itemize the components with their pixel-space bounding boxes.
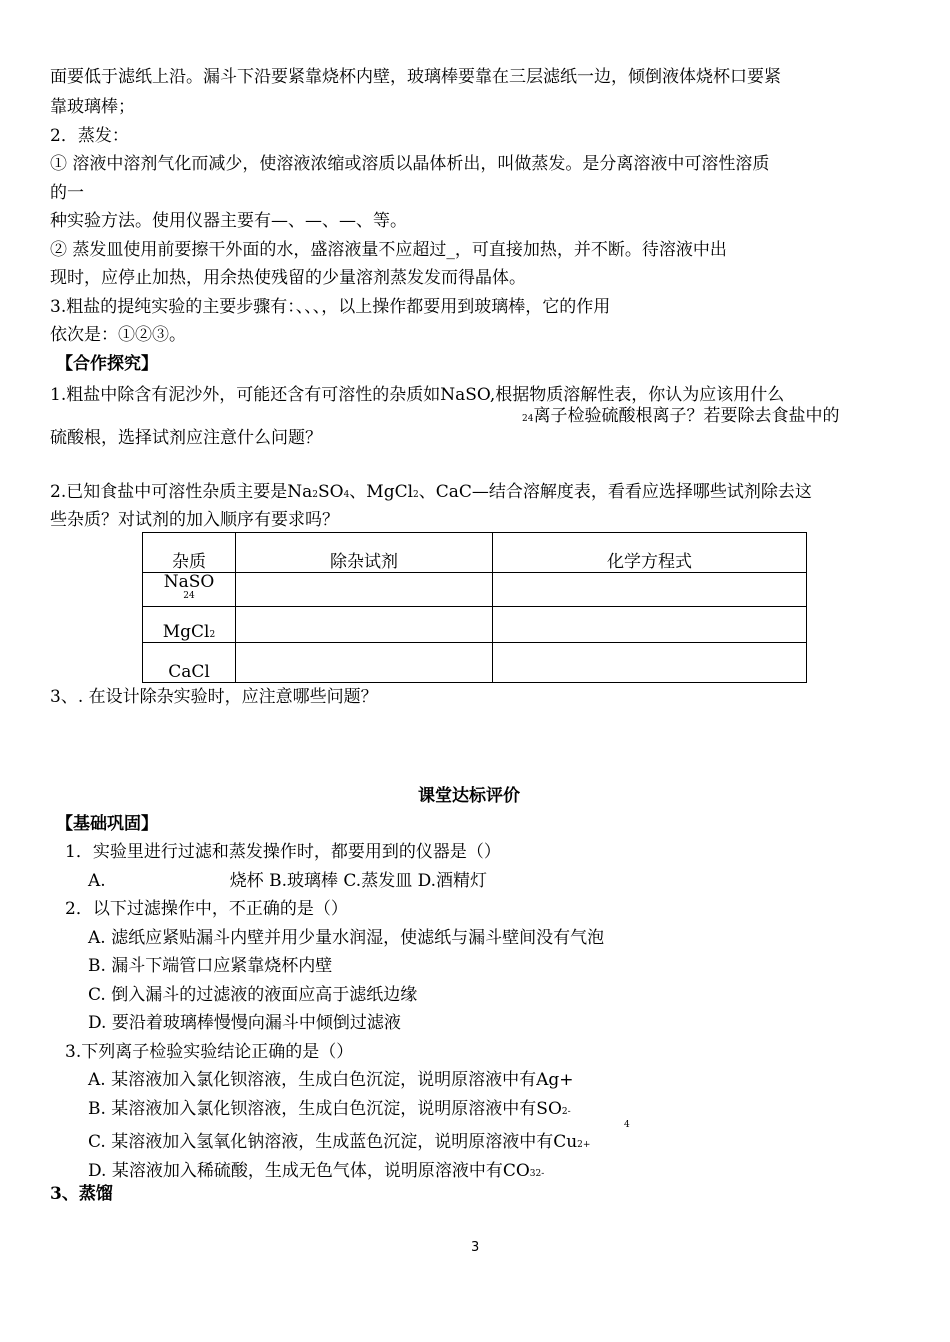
evaluation-title: 课堂达标评价 <box>418 786 520 806</box>
inquiry-q1-line3: 硫酸根，选择试剂应注意什么问题？ <box>50 428 322 448</box>
q2-option-d: D. 要沿着玻璃棒慢慢向漏斗中倾倒过滤液 <box>88 1013 401 1033</box>
evaporation-text-line5: 现时，应停止加热，用余热使残留的少量溶剂蒸发发而得晶体。 <box>50 268 526 288</box>
table-row-impurity-cell <box>143 643 236 683</box>
q3-option-b-text: B. 某溶液加入氯化钡溶液，生成白色沉淀，说明原溶液中有SO <box>88 1099 562 1119</box>
evaporation-text-line1: ① 溶液中溶剂气化而减少，使溶液浓缩或溶质以晶体析出，叫做蒸发。是分离溶液中可溶性溶质 <box>50 154 770 174</box>
inquiry-q1-line2-text: 离子检验硫酸根离子？若要除去食盐中的 <box>533 406 840 426</box>
inquiry-q1-line2 <box>522 405 839 430</box>
q2-text-c: 、MgCl <box>349 482 414 502</box>
impurity-subscript: 2 <box>209 630 216 640</box>
q2-sub-3: 2 <box>413 490 419 500</box>
exercise-q3: 3.下列离子检验实验结论正确的是（） <box>65 1042 354 1062</box>
inquiry-q2-line1 <box>50 481 812 506</box>
filter-text-line2: 靠玻璃棒； <box>50 97 135 117</box>
impurity-removal-table <box>142 532 807 683</box>
evaporation-heading: 2．蒸发： <box>50 126 129 146</box>
inquiry-q1-subscript: 24 <box>522 414 534 424</box>
exercise-q1: 1．实验里进行过滤和蒸发操作时，都要用到的仪器是（） <box>65 842 501 862</box>
table-cell-equation <box>493 573 807 607</box>
table-header-impurity: 杂质 <box>143 533 236 573</box>
q2-option-c: C. 倒入漏斗的过滤液的液面应高于滤纸边缘 <box>88 985 418 1005</box>
inquiry-q3: 3、. 在设计除杂实验时，应注意哪些问题？ <box>50 687 378 707</box>
q3-option-d-charge: 32- <box>529 1169 545 1179</box>
filter-text-line1: 面要低于滤纸上沿。漏斗下沿要紧靠烧杯内壁，玻璃棒要靠在三层滤纸一边，倾倒液体烧杯口要紧 <box>50 67 781 87</box>
q3-option-d-text: D. 某溶液加入稀硫酸，生成无色气体，说明原溶液中有CO <box>88 1161 530 1181</box>
impurity-name: NaSO <box>163 572 215 592</box>
q1-option-a-label: A. <box>88 871 106 891</box>
q2-sub-1: 2 <box>312 490 318 500</box>
distillation-heading: 3、蒸馏 <box>50 1184 113 1204</box>
table-cell-equation <box>493 643 807 683</box>
evaporation-text-line2: 的一 <box>50 183 84 203</box>
q3-option-c-charge: 2+ <box>577 1140 591 1150</box>
evaporation-text-line3: 种实验方法。使用仪器主要有—、—、—、等。 <box>50 211 407 231</box>
salt-purification-line1: 3.粗盐的提纯实验的主要步骤有：、、、，以上操作都要用到玻璃棒，它的作用 <box>50 297 611 317</box>
page-number: 3 <box>471 1240 480 1255</box>
table-header-equation: 化学方程式 <box>493 533 807 573</box>
exercise-q2: 2．以下过滤操作中，不正确的是（） <box>65 899 348 919</box>
table-row-impurity-cell <box>143 607 236 643</box>
q3-option-a: A. 某溶液加入氯化钡溶液，生成白色沉淀，说明原溶液中有Ag+ <box>88 1070 574 1090</box>
basic-consolidation-heading: 【基础巩固】 <box>56 814 158 834</box>
q2-option-b: B. 漏斗下端管口应紧靠烧杯内壁 <box>88 956 333 976</box>
impurity-name: MgCl <box>162 622 210 642</box>
table-row-impurity-cell <box>143 573 236 607</box>
table-header-reagent: 除杂试剂 <box>236 533 493 573</box>
q2-sub-2: 4 <box>343 490 350 500</box>
exercise-q1-options <box>88 870 487 892</box>
salt-purification-line2: 依次是：①②③。 <box>50 325 186 345</box>
q3-option-b-charge: 2- <box>561 1107 571 1117</box>
q1-options-rest: 烧杯 B.玻璃棒 C.蒸发皿 D.酒精灯 <box>229 871 488 891</box>
evaporation-text-line4: ② 蒸发皿使用前要擦干外面的水，盛溶液量不应超过_，可直接加热，并不断。待溶液中出 <box>50 240 727 260</box>
q2-option-a: A. 滤纸应紧贴漏斗内壁并用少量水润湿，使滤纸与漏斗壁间没有气泡 <box>88 928 605 948</box>
q3-option-d <box>88 1160 544 1185</box>
table-cell-reagent <box>236 573 493 607</box>
table-cell-reagent <box>236 643 493 683</box>
q3-option-c-text: C. 某溶液加入氢氧化钠溶液，生成蓝色沉淀，说明原溶液中有Cu <box>88 1132 578 1152</box>
inquiry-q2-line2: 些杂质？对试剂的加入顺序有要求吗？ <box>50 510 339 530</box>
q3-option-b-subscript: 4 <box>624 1120 630 1130</box>
cooperative-inquiry-heading: 【合作探究】 <box>56 354 158 374</box>
impurity-subscript: 24 <box>183 591 195 601</box>
q2-text-d: 、CaC—结合溶解度表，看看应选择哪些试剂除去这 <box>418 482 812 502</box>
q2-text-a: 2.已知食盐中可溶性杂质主要是Na <box>50 482 313 502</box>
q3-option-b <box>88 1098 571 1123</box>
q3-option-c <box>88 1131 590 1156</box>
impurity-name: CaCl <box>168 662 210 682</box>
inquiry-q1-line1: 1.粗盐中除含有泥沙外，可能还含有可溶性的杂质如NaSO,根据物质溶解性表，你认为应该用什么 <box>50 385 785 405</box>
q2-text-b: SO <box>317 482 344 502</box>
table-cell-equation <box>493 607 807 643</box>
table-cell-reagent <box>236 607 493 643</box>
